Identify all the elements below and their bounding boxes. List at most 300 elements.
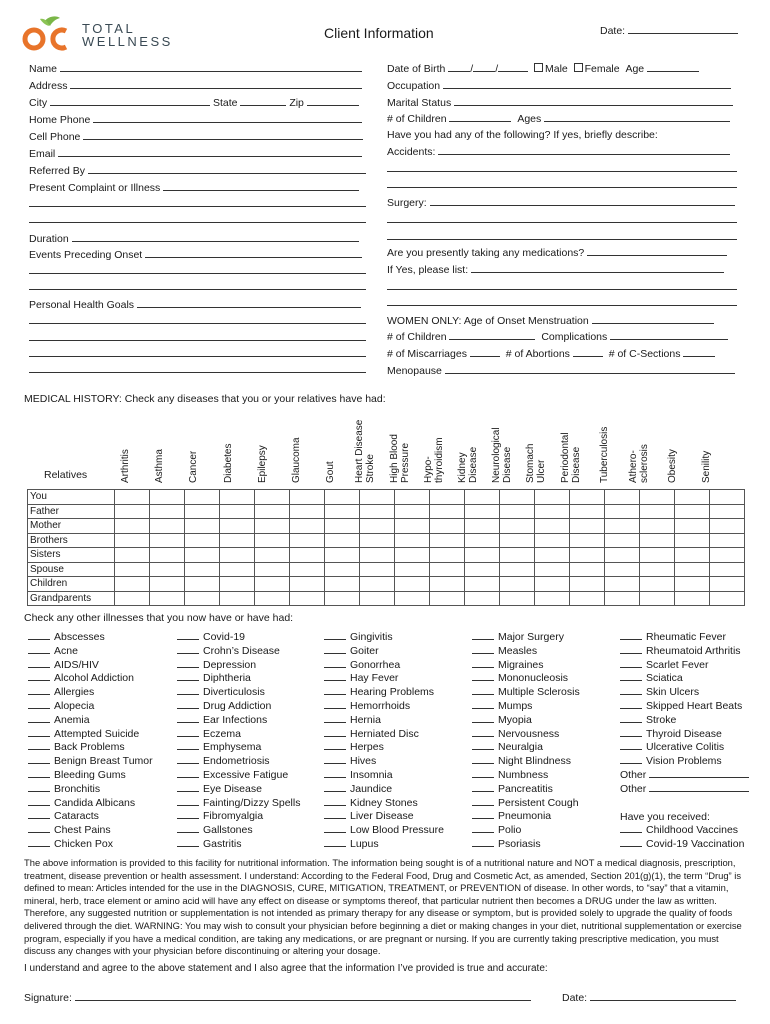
history-checkbox-cell[interactable] [220,591,255,606]
illness-blank[interactable] [177,782,199,792]
history-checkbox-cell[interactable] [535,519,570,534]
history-checkbox-cell[interactable] [185,490,220,505]
illness-blank[interactable] [324,671,346,681]
illness-item[interactable] [177,630,300,644]
history-checkbox-cell[interactable] [500,562,535,577]
duration-field[interactable] [29,232,359,245]
history-checkbox-cell[interactable] [640,577,675,592]
events-line-2[interactable] [29,273,366,274]
illness-blank[interactable] [324,823,346,833]
history-checkbox-cell[interactable] [255,577,290,592]
history-checkbox-cell[interactable] [535,533,570,548]
history-checkbox-cell[interactable] [500,490,535,505]
history-checkbox-cell[interactable] [640,519,675,534]
illness-item[interactable] [28,782,153,796]
illness-item[interactable] [472,823,580,837]
history-checkbox-cell[interactable] [710,591,745,606]
history-checkbox-cell[interactable] [325,504,360,519]
history-checkbox-cell[interactable] [640,562,675,577]
history-checkbox-cell[interactable] [465,533,500,548]
illness-item[interactable] [177,796,300,810]
history-checkbox-cell[interactable] [570,591,605,606]
illness-item[interactable] [177,685,300,699]
illness-item[interactable] [620,740,742,754]
history-checkbox-cell[interactable] [535,591,570,606]
history-checkbox-cell[interactable] [500,591,535,606]
illness-blank[interactable] [324,796,346,806]
illness-blank[interactable] [620,713,642,723]
history-checkbox-cell[interactable] [395,490,430,505]
illness-item[interactable] [177,644,300,658]
illness-item[interactable] [472,713,580,727]
medications-field[interactable] [387,246,727,259]
goals-line-2[interactable] [29,323,366,324]
received-item[interactable] [620,837,744,851]
history-checkbox-cell[interactable] [395,591,430,606]
accidents-line-3[interactable] [387,187,737,188]
history-checkbox-cell[interactable] [430,504,465,519]
if-yes-field[interactable] [387,263,724,276]
illness-blank[interactable] [177,823,199,833]
received-blank[interactable] [620,837,642,847]
illness-item[interactable] [472,809,580,823]
illness-item[interactable] [177,713,300,727]
history-checkbox-cell[interactable] [640,504,675,519]
illness-blank[interactable] [28,768,50,778]
illness-blank[interactable] [620,685,642,695]
illness-item[interactable] [620,685,742,699]
illness-blank[interactable] [324,685,346,695]
history-checkbox-cell[interactable] [255,504,290,519]
illness-item[interactable] [28,809,153,823]
history-checkbox-cell[interactable] [570,519,605,534]
history-checkbox-cell[interactable] [115,577,150,592]
illness-blank[interactable] [28,658,50,668]
illness-item[interactable] [472,796,580,810]
history-checkbox-cell[interactable] [150,504,185,519]
illness-item[interactable] [28,823,153,837]
illness-blank[interactable] [28,782,50,792]
illness-blank[interactable] [324,727,346,737]
illness-blank[interactable] [324,837,346,847]
history-checkbox-cell[interactable] [605,504,640,519]
illness-blank[interactable] [620,740,642,750]
illness-blank[interactable] [472,782,494,792]
other-1[interactable] [620,768,749,782]
history-checkbox-cell[interactable] [290,577,325,592]
history-checkbox-cell[interactable] [605,577,640,592]
illness-blank[interactable] [620,754,642,764]
history-checkbox-cell[interactable] [220,490,255,505]
illness-item[interactable] [177,809,300,823]
history-checkbox-cell[interactable] [710,577,745,592]
illness-blank[interactable] [177,754,199,764]
illness-blank[interactable] [28,685,50,695]
history-checkbox-cell[interactable] [360,519,395,534]
history-checkbox-cell[interactable] [710,533,745,548]
history-checkbox-cell[interactable] [255,533,290,548]
history-checkbox-cell[interactable] [570,548,605,563]
illness-blank[interactable] [472,796,494,806]
history-checkbox-cell[interactable] [675,533,710,548]
illness-item[interactable] [472,630,580,644]
illness-blank[interactable] [472,713,494,723]
illness-item[interactable] [472,685,580,699]
illness-item[interactable] [324,630,444,644]
illness-item[interactable] [324,685,444,699]
illness-item[interactable] [324,644,444,658]
history-checkbox-cell[interactable] [325,548,360,563]
illness-item[interactable] [28,740,153,754]
illness-item[interactable] [177,782,300,796]
history-checkbox-cell[interactable] [185,562,220,577]
history-checkbox-cell[interactable] [605,548,640,563]
history-checkbox-cell[interactable] [185,533,220,548]
history-checkbox-cell[interactable] [640,548,675,563]
illness-blank[interactable] [472,768,494,778]
history-checkbox-cell[interactable] [290,519,325,534]
other-lines[interactable] [620,768,749,796]
history-checkbox-cell[interactable] [185,504,220,519]
history-checkbox-cell[interactable] [430,490,465,505]
illness-item[interactable] [324,809,444,823]
illness-blank[interactable] [324,713,346,723]
illness-blank[interactable] [620,644,642,654]
history-checkbox-cell[interactable] [395,562,430,577]
history-checkbox-cell[interactable] [570,577,605,592]
illness-blank[interactable] [177,740,199,750]
illness-blank[interactable] [177,671,199,681]
history-checkbox-cell[interactable] [185,519,220,534]
history-checkbox-cell[interactable] [255,519,290,534]
history-checkbox-cell[interactable] [360,591,395,606]
history-checkbox-cell[interactable] [675,490,710,505]
illness-item[interactable] [28,671,153,685]
illness-item[interactable] [28,727,153,741]
illness-item[interactable] [324,740,444,754]
goals-line-4[interactable] [29,356,366,357]
medications-line-3[interactable] [387,305,737,306]
history-checkbox-cell[interactable] [360,490,395,505]
history-checkbox-cell[interactable] [220,577,255,592]
illness-blank[interactable] [28,837,50,847]
referred-by-field[interactable] [29,164,366,177]
surgery-line-2[interactable] [387,222,737,223]
illness-blank[interactable] [620,630,642,640]
illness-blank[interactable] [28,754,50,764]
history-checkbox-cell[interactable] [290,490,325,505]
illness-item[interactable] [620,699,742,713]
illness-item[interactable] [472,671,580,685]
history-checkbox-cell[interactable] [395,548,430,563]
history-checkbox-cell[interactable] [710,519,745,534]
history-checkbox-cell[interactable] [500,519,535,534]
history-checkbox-cell[interactable] [640,533,675,548]
illness-blank[interactable] [177,837,199,847]
illness-blank[interactable] [620,658,642,668]
illness-item[interactable] [620,727,742,741]
illness-blank[interactable] [177,685,199,695]
history-checkbox-cell[interactable] [325,519,360,534]
illness-item[interactable] [620,630,742,644]
illness-item[interactable] [472,782,580,796]
illness-item[interactable] [620,754,742,768]
history-checkbox-cell[interactable] [710,490,745,505]
illness-item[interactable] [472,727,580,741]
illness-blank[interactable] [324,699,346,709]
illness-blank[interactable] [28,671,50,681]
illness-blank[interactable] [472,685,494,695]
illness-blank[interactable] [472,699,494,709]
illness-item[interactable] [324,658,444,672]
menopause-field[interactable] [387,364,735,377]
illness-blank[interactable] [324,630,346,640]
illness-item[interactable] [324,699,444,713]
goals-line-3[interactable] [29,340,366,341]
history-checkbox-cell[interactable] [360,548,395,563]
menstruation-field[interactable] [387,314,714,327]
illness-item[interactable] [620,713,742,727]
history-checkbox-cell[interactable] [605,562,640,577]
complaint-line-3[interactable] [29,222,366,223]
history-checkbox-cell[interactable] [710,562,745,577]
illness-item[interactable] [177,727,300,741]
history-checkbox-cell[interactable] [465,562,500,577]
illness-blank[interactable] [324,644,346,654]
illness-item[interactable] [28,768,153,782]
history-checkbox-cell[interactable] [115,504,150,519]
history-checkbox-cell[interactable] [430,577,465,592]
female-checkbox[interactable] [574,63,583,72]
illness-item[interactable] [620,644,742,658]
accidents-line-2[interactable] [387,171,737,172]
children-ages-field[interactable] [387,112,730,125]
history-checkbox-cell[interactable] [290,591,325,606]
illness-blank[interactable] [472,823,494,833]
received-item[interactable] [620,823,744,837]
history-checkbox-cell[interactable] [220,504,255,519]
name-field[interactable] [29,62,362,75]
illness-item[interactable] [177,754,300,768]
history-checkbox-cell[interactable] [430,562,465,577]
history-checkbox-cell[interactable] [150,577,185,592]
history-checkbox-cell[interactable] [605,519,640,534]
illness-blank[interactable] [472,671,494,681]
history-checkbox-cell[interactable] [395,519,430,534]
history-checkbox-cell[interactable] [710,548,745,563]
illness-item[interactable] [472,658,580,672]
received-blank[interactable] [620,823,642,833]
history-checkbox-cell[interactable] [465,490,500,505]
history-checkbox-cell[interactable] [535,548,570,563]
history-checkbox-cell[interactable] [325,533,360,548]
city-state-zip-field[interactable] [29,96,359,109]
illness-item[interactable] [472,740,580,754]
illness-blank[interactable] [28,713,50,723]
illness-blank[interactable] [620,699,642,709]
footer-date-field[interactable] [562,991,736,1004]
illness-item[interactable] [472,644,580,658]
illness-item[interactable] [324,796,444,810]
history-checkbox-cell[interactable] [675,519,710,534]
illness-blank[interactable] [28,823,50,833]
history-checkbox-cell[interactable] [220,548,255,563]
history-checkbox-cell[interactable] [395,504,430,519]
history-checkbox-cell[interactable] [465,519,500,534]
history-checkbox-cell[interactable] [465,504,500,519]
illness-item[interactable] [177,671,300,685]
illness-blank[interactable] [620,671,642,681]
history-checkbox-cell[interactable] [150,591,185,606]
illness-blank[interactable] [177,713,199,723]
illness-item[interactable] [472,699,580,713]
illness-item[interactable] [620,658,742,672]
illness-blank[interactable] [28,644,50,654]
occupation-field[interactable] [387,79,731,92]
illness-item[interactable] [324,727,444,741]
medications-line-2[interactable] [387,289,737,290]
goals-line-5[interactable] [29,372,366,373]
illness-item[interactable] [28,699,153,713]
history-checkbox-cell[interactable] [570,490,605,505]
illness-blank[interactable] [177,658,199,668]
illness-item[interactable] [620,671,742,685]
illness-blank[interactable] [28,809,50,819]
illness-blank[interactable] [472,630,494,640]
illness-blank[interactable] [177,699,199,709]
history-checkbox-cell[interactable] [360,504,395,519]
illness-item[interactable] [324,823,444,837]
illness-item[interactable] [324,782,444,796]
illness-blank[interactable] [177,630,199,640]
history-checkbox-cell[interactable] [500,533,535,548]
complaint-line-2[interactable] [29,206,366,207]
history-checkbox-cell[interactable] [640,591,675,606]
illness-blank[interactable] [620,727,642,737]
illness-item[interactable] [177,699,300,713]
history-checkbox-cell[interactable] [255,548,290,563]
history-checkbox-cell[interactable] [605,591,640,606]
illness-blank[interactable] [177,809,199,819]
history-checkbox-cell[interactable] [570,562,605,577]
illness-blank[interactable] [472,837,494,847]
history-checkbox-cell[interactable] [325,591,360,606]
history-checkbox-cell[interactable] [710,504,745,519]
history-checkbox-cell[interactable] [535,562,570,577]
illness-item[interactable] [324,768,444,782]
illness-item[interactable] [324,713,444,727]
surgery-field[interactable] [387,196,735,209]
history-checkbox-cell[interactable] [605,533,640,548]
cell-phone-field[interactable] [29,130,363,143]
illness-blank[interactable] [324,809,346,819]
history-checkbox-cell[interactable] [220,519,255,534]
illness-blank[interactable] [28,796,50,806]
illness-blank[interactable] [28,727,50,737]
address-field[interactable] [29,79,362,92]
history-checkbox-cell[interactable] [115,519,150,534]
illness-blank[interactable] [177,796,199,806]
illness-item[interactable] [177,823,300,837]
illness-item[interactable] [28,658,153,672]
history-checkbox-cell[interactable] [150,533,185,548]
illness-item[interactable] [177,658,300,672]
illness-blank[interactable] [28,630,50,640]
illness-blank[interactable] [472,809,494,819]
illness-item[interactable] [472,837,580,851]
illness-blank[interactable] [28,740,50,750]
illness-blank[interactable] [177,727,199,737]
illness-blank[interactable] [472,740,494,750]
pregnancy-field[interactable] [387,347,715,360]
history-checkbox-cell[interactable] [500,504,535,519]
history-checkbox-cell[interactable] [430,548,465,563]
illness-item[interactable] [324,837,444,851]
history-checkbox-cell[interactable] [675,562,710,577]
history-checkbox-cell[interactable] [255,562,290,577]
history-checkbox-cell[interactable] [255,490,290,505]
history-checkbox-cell[interactable] [290,548,325,563]
w-children-field[interactable] [387,330,728,343]
history-checkbox-cell[interactable] [290,533,325,548]
history-checkbox-cell[interactable] [430,519,465,534]
complaint-field[interactable] [29,181,359,194]
history-checkbox-cell[interactable] [395,533,430,548]
male-checkbox[interactable] [534,63,543,72]
history-checkbox-cell[interactable] [150,562,185,577]
illness-blank[interactable] [177,768,199,778]
illness-blank[interactable] [324,768,346,778]
history-checkbox-cell[interactable] [675,591,710,606]
illness-blank[interactable] [28,699,50,709]
history-checkbox-cell[interactable] [115,533,150,548]
history-checkbox-cell[interactable] [465,591,500,606]
illness-item[interactable] [177,768,300,782]
illness-item[interactable] [28,644,153,658]
history-checkbox-cell[interactable] [360,533,395,548]
illness-item[interactable] [472,754,580,768]
illness-item[interactable] [177,837,300,851]
history-checkbox-cell[interactable] [535,504,570,519]
history-checkbox-cell[interactable] [570,504,605,519]
illness-item[interactable] [28,713,153,727]
email-field[interactable] [29,147,362,160]
history-checkbox-cell[interactable] [185,591,220,606]
history-checkbox-cell[interactable] [185,577,220,592]
marital-field[interactable] [387,96,733,109]
history-checkbox-cell[interactable] [675,548,710,563]
header-date-field[interactable] [600,24,738,37]
history-checkbox-cell[interactable] [360,577,395,592]
history-checkbox-cell[interactable] [115,591,150,606]
illness-item[interactable] [28,796,153,810]
history-checkbox-cell[interactable] [465,548,500,563]
history-checkbox-cell[interactable] [255,591,290,606]
history-checkbox-cell[interactable] [535,490,570,505]
history-checkbox-cell[interactable] [500,548,535,563]
history-checkbox-cell[interactable] [150,519,185,534]
illness-blank[interactable] [324,754,346,764]
history-checkbox-cell[interactable] [220,533,255,548]
history-checkbox-cell[interactable] [430,591,465,606]
history-checkbox-cell[interactable] [325,490,360,505]
history-checkbox-cell[interactable] [500,577,535,592]
history-checkbox-cell[interactable] [150,490,185,505]
history-checkbox-cell[interactable] [290,504,325,519]
history-checkbox-cell[interactable] [570,533,605,548]
illness-item[interactable] [177,740,300,754]
illness-blank[interactable] [177,644,199,654]
